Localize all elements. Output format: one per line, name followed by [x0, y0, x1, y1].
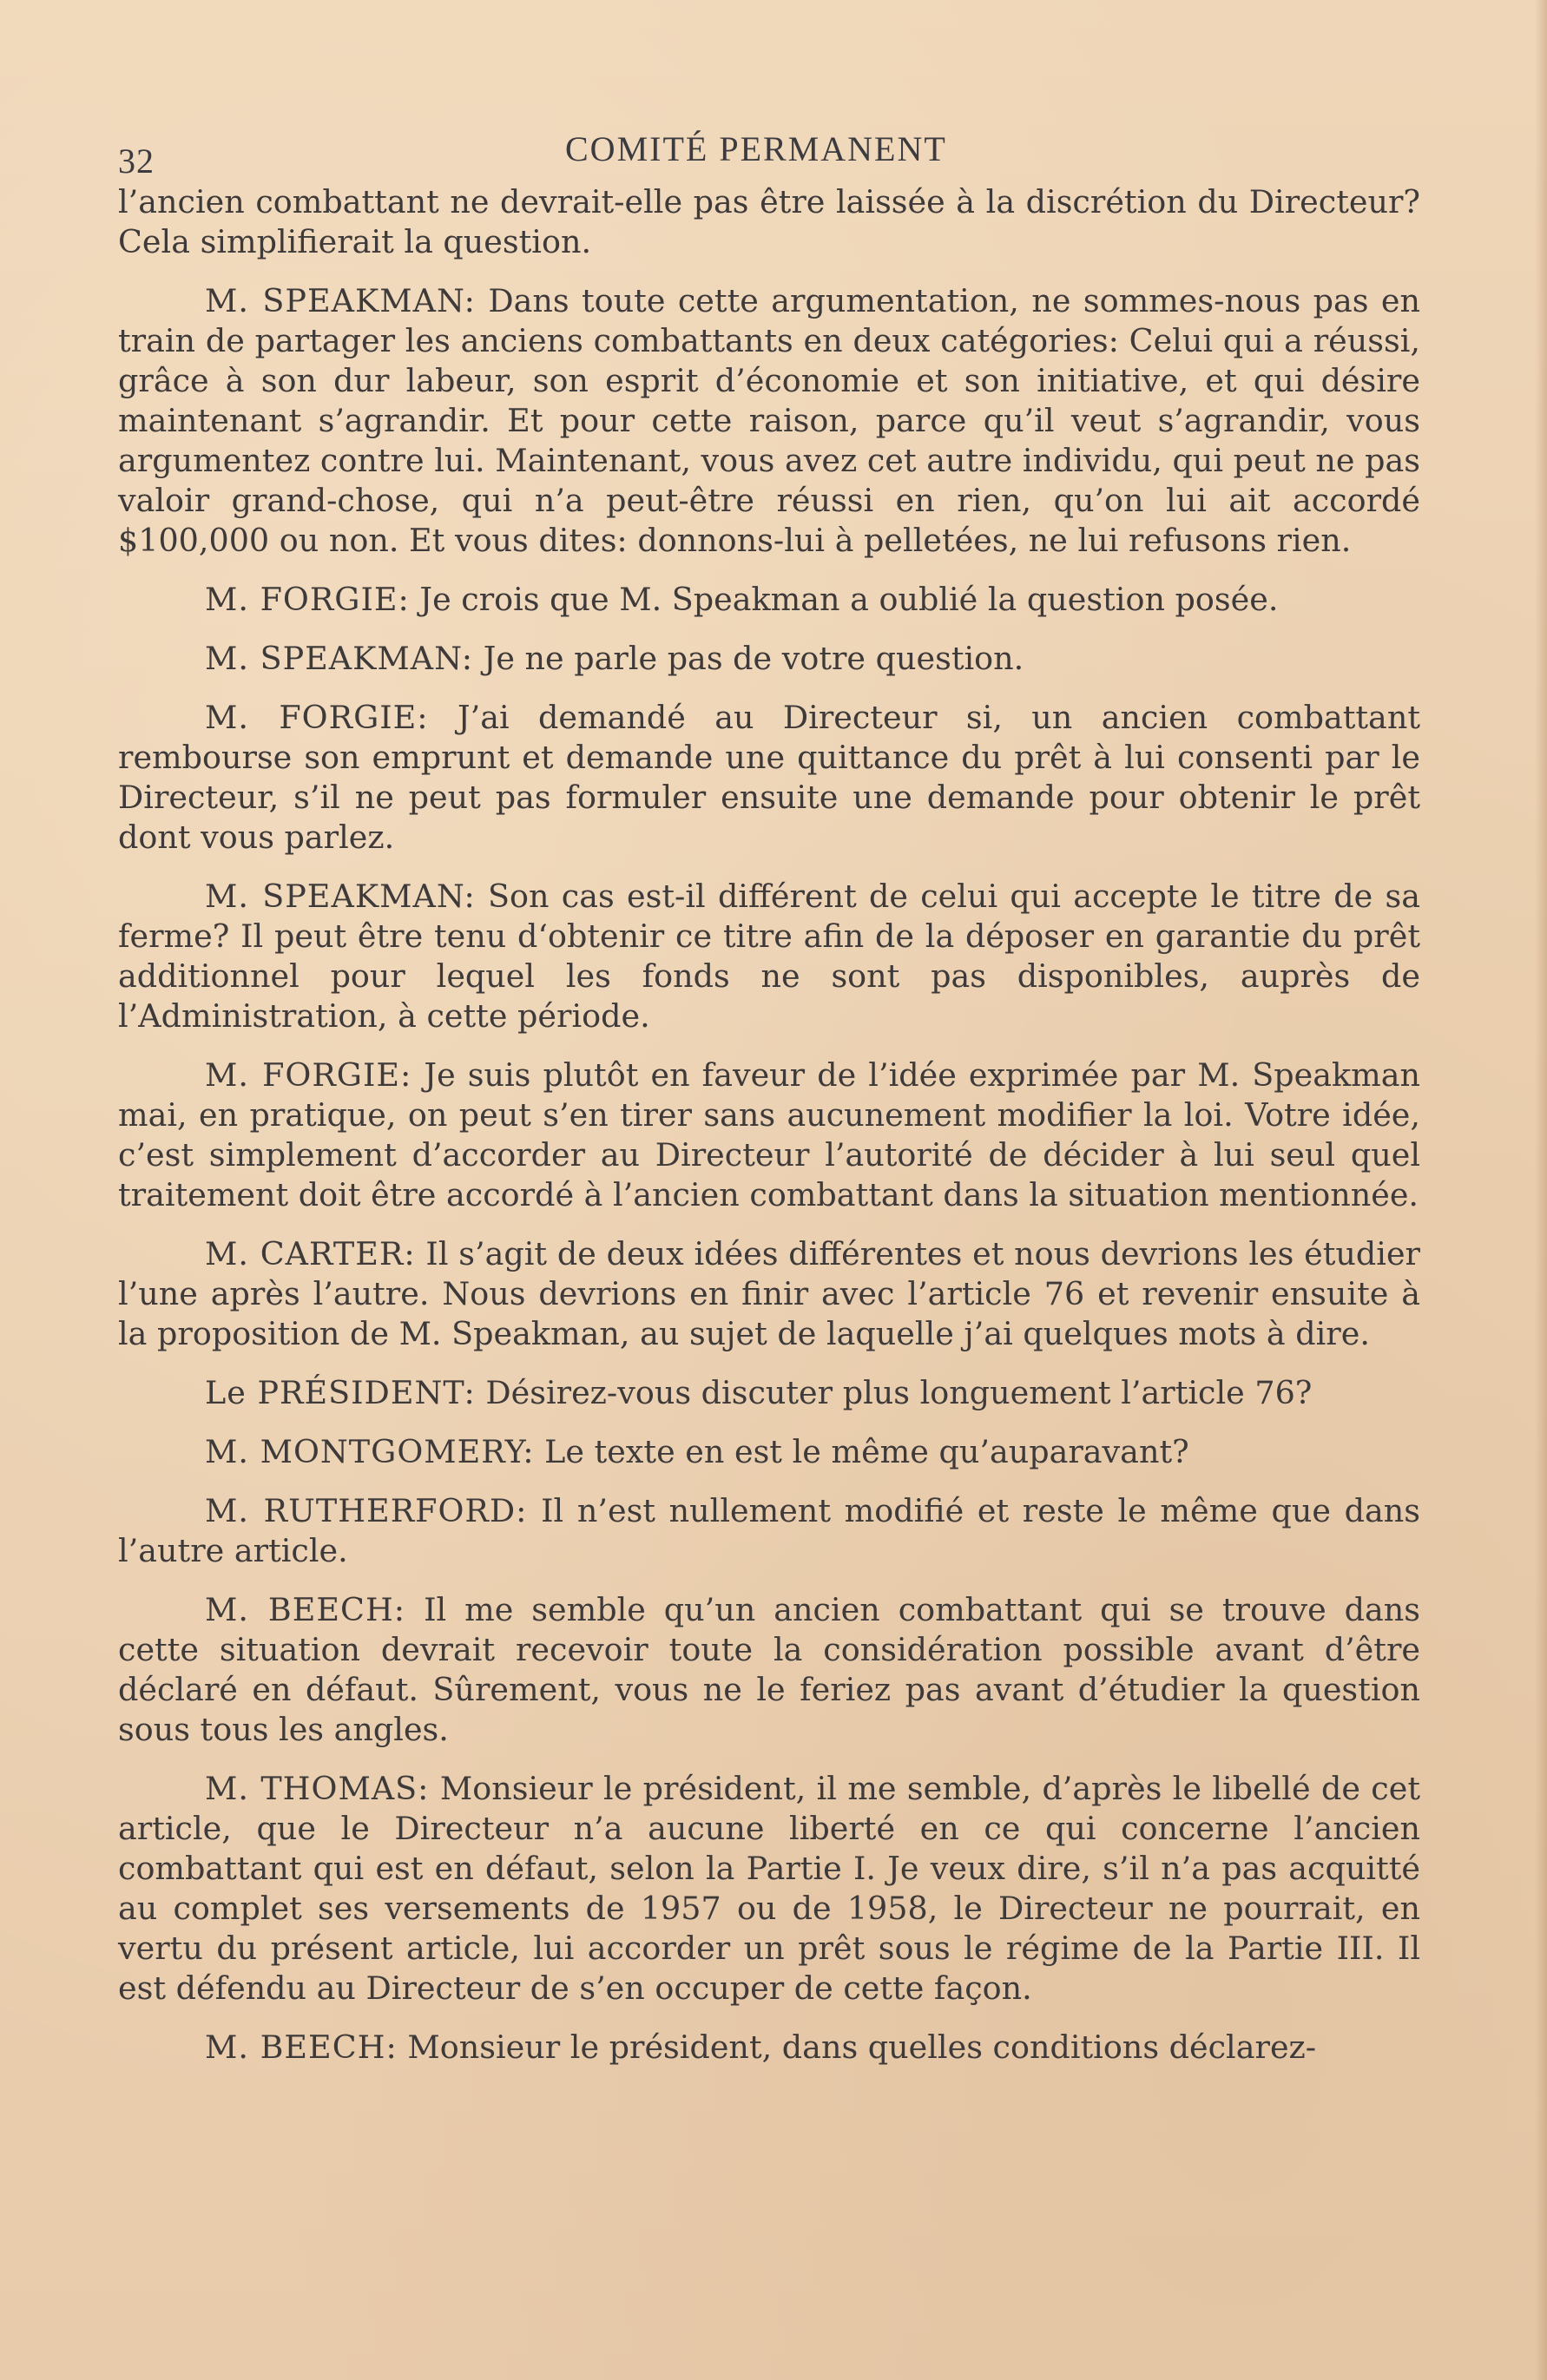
page-header — [118, 122, 1420, 182]
paragraph-text: Désirez-vous discuter plus longuement l’article 76? — [475, 1374, 1313, 1411]
paragraph — [118, 182, 1420, 262]
paragraph — [118, 1491, 1420, 1571]
paragraph-text: Je ne parle pas de votre question. — [473, 640, 1024, 677]
page-number: 32 — [118, 141, 155, 181]
paragraph-text: Monsieur le président, il me semble, d’après le libellé de cet article, que le Directeur n’a aucune liberté en ce qui concerne l’ancien combattant qui est en défaut, selon la Partie I. Je veux dire, s’il n’a pas acquitté au complet ses versements de 1957 ou de 1958, le Directeur ne pourrait, en vertu du présent article, lui accorder un prêt sous le régime de la Partie III. Il est défendu au Directeur de s’en occuper de cette façon. — [118, 1770, 1420, 2007]
paragraph-text: Je suis plutôt en faveur de l’idée exprimée par M. Speakman mai, en pratique, on peut s’en tirer sans aucunement modifier la loi. Votre idée, c’est simplement d’accorder au Directeur l’autorité de décider à lui seul quel traitement doit être accordé à l’ancien combattant dans la situation mentionnée. — [118, 1056, 1420, 1213]
paragraph — [118, 1432, 1420, 1472]
speaker-name: M. FORGIE: — [205, 1056, 412, 1094]
speaker-name: Le PRÉSIDENT: — [205, 1374, 476, 1411]
paragraph — [118, 1373, 1420, 1413]
paragraph-text: Son cas est-il différent de celui qui accepte le titre de sa ferme? Il peut être tenu d‘obtenir ce titre afin de la déposer en garantie du prêt additionnel pour lequel les fonds ne sont pas disponibles, auprès de l’Administration, à cette période. — [118, 878, 1420, 1035]
page-edge-shadow — [1535, 0, 1547, 2380]
speaker-name: M. SPEAKMAN: — [205, 282, 476, 319]
paragraph — [118, 1055, 1420, 1215]
paragraph-text: Monsieur le président, dans quelles conditions déclarez- — [397, 2028, 1317, 2066]
speaker-name: M. RUTHERFORD: — [205, 1492, 528, 1529]
paragraph-text: J’ai demandé au Directeur si, un ancien combattant rembourse son emprunt et demande une quittance du prêt à lui consenti par le Directeur, s’il ne peut pas formuler ensuite une demande pour obtenir le prêt dont vous parlez. — [118, 699, 1420, 856]
paragraph — [118, 1234, 1420, 1354]
paragraph-text: Il n’est nullement modifié et reste le même que dans l’autre article. — [118, 1492, 1420, 1569]
running-title: COMITÉ PERMANENT — [565, 129, 947, 168]
paragraph — [118, 1590, 1420, 1750]
transcript-body — [118, 182, 1420, 2068]
page-content — [118, 122, 1420, 2087]
speaker-name: M. SPEAKMAN: — [205, 878, 476, 915]
paragraph-text: Le texte en est le même qu’auparavant? — [534, 1433, 1189, 1470]
paragraph-text: Il me semble qu’un ancien combattant qui se trouve dans cette situation devrait recevoir toute la considération possible avant d’être déclaré en défaut. Sûrement, vous ne le feriez pas avant d’étudier la question sous tous les angles. — [118, 1591, 1420, 1748]
speaker-name: M. FORGIE: — [205, 581, 410, 618]
paragraph-text: Je crois que M. Speakman a oublié la question posée. — [409, 581, 1279, 618]
speaker-name: M. FORGIE: — [205, 699, 429, 736]
speaker-name: M. BEECH: — [205, 1591, 406, 1628]
paragraph — [118, 639, 1420, 679]
paragraph — [118, 580, 1420, 620]
speaker-name: M. MONTGOMERY: — [205, 1433, 535, 1470]
paragraph — [118, 2028, 1420, 2068]
paragraph — [118, 281, 1420, 561]
paragraph-text: Il s’agit de deux idées différentes et nous devrions les étudier l’une après l’autre. Nous devrions en finir avec l’article 76 et revenir ensuite à la proposition de M. Speakman, au sujet de laquelle j’ai quelques mots à dire. — [118, 1235, 1420, 1352]
paragraph — [118, 1769, 1420, 2009]
paragraph — [118, 877, 1420, 1036]
speaker-name: M. SPEAKMAN: — [205, 640, 474, 677]
paragraph — [118, 698, 1420, 858]
speaker-name: M. BEECH: — [205, 2028, 398, 2066]
speaker-name: M. CARTER: — [205, 1235, 416, 1272]
paragraph-text: Dans toute cette argumentation, ne sommes-nous pas en train de partager les anciens combattants en deux catégories: Celui qui a réussi, grâce à son dur labeur, son esprit d’économie et son initiative, et qui désire maintenant s’agrandir. Et pour cette raison, parce qu’il veut s’agrandir, vous argumentez contre lui. Maintenant, vous avez cet autre individu, qui peut ne pas valoir grand-chose, qui n’a peut-être réussi en rien, qu’on lui ait accordé $100,000 ou non. Et vous dites: donnons-lui à pelletées, ne lui refusons rien. — [118, 282, 1420, 559]
paragraph-text: l’ancien combattant ne devrait-elle pas être laissée à la discrétion du Directeur? Cela simplifierait la question. — [118, 183, 1420, 260]
speaker-name: M. THOMAS: — [205, 1770, 430, 1807]
